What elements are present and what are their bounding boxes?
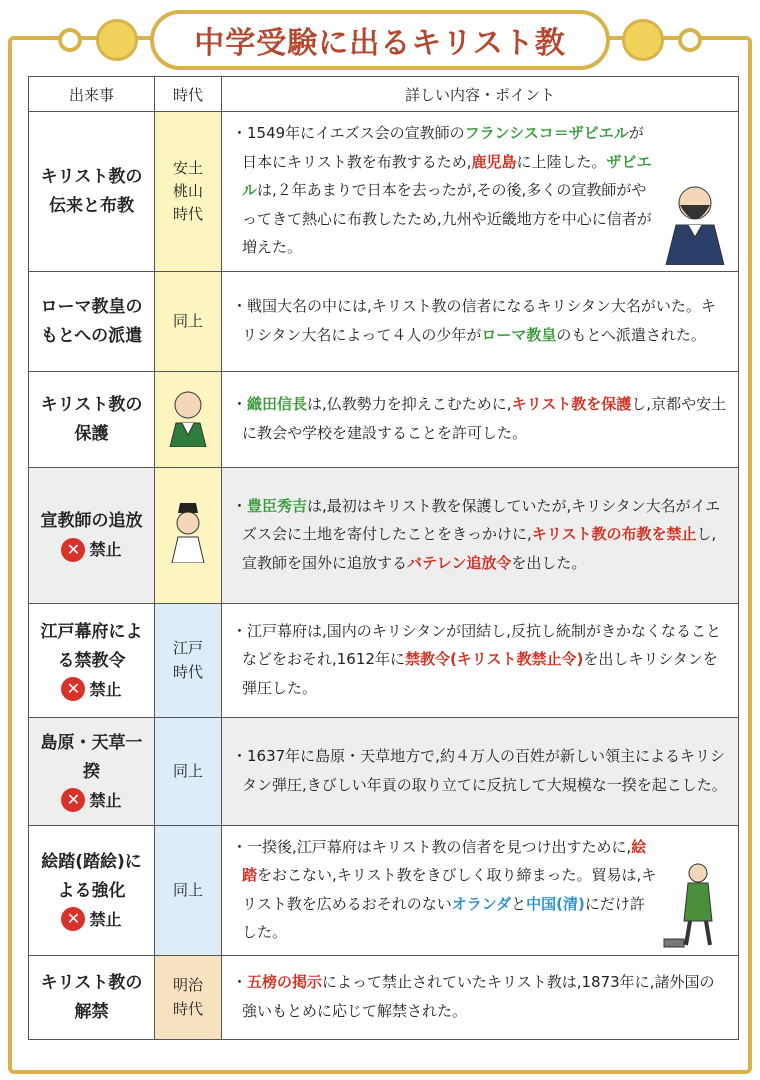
event-cell — [29, 826, 155, 956]
x-mark-icon: ✕ — [61, 538, 85, 562]
era-cell-portrait — [155, 372, 222, 468]
detail-text — [230, 390, 728, 447]
era-cell — [155, 272, 222, 372]
highlight-term: 教の布教を禁止 — [591, 525, 697, 544]
highlight-term: キリスト教を保護 — [511, 395, 632, 413]
ban-badge — [61, 676, 121, 703]
era-cell — [155, 604, 222, 718]
ban-badge — [61, 906, 121, 933]
highlight-term: 五榜の掲示 — [247, 973, 323, 991]
detail-cell — [222, 272, 739, 372]
highlight-term: 禁教令(キリスト教禁止令) — [404, 650, 584, 669]
detail-segment: し,宣教師を国外に追放する — [242, 525, 717, 572]
detail-segment: にだけ許した。 — [242, 894, 645, 941]
era-label: 同上 — [172, 880, 203, 899]
detail-segment: は,仏教勢力を抑えこむために, — [307, 395, 512, 413]
decor-circle-left-small — [58, 28, 82, 52]
x-mark-icon: ✕ — [61, 788, 85, 812]
detail-cell — [222, 468, 739, 604]
fumie-figure-icon — [660, 859, 730, 949]
event-label: ローマ教皇のもとへの派遣 — [40, 296, 143, 346]
header-row — [29, 77, 739, 112]
detail-segment: ・ — [232, 496, 248, 515]
detail-text — [230, 968, 728, 1025]
highlight-term: オランダ — [451, 894, 512, 913]
detail-segment: が — [628, 124, 644, 143]
ban-badge — [61, 787, 121, 814]
detail-segment: に上陸した。 — [516, 152, 607, 171]
detail-segment: ・一揆後,江戸幕府はキリスト教の信者を見つけ出すために, — [232, 837, 632, 856]
table-row — [29, 468, 739, 604]
highlight-term: 織田信長 — [247, 395, 308, 413]
highlight-term: 中国(清) — [526, 894, 585, 913]
event-label: 宣教師の追放 — [40, 511, 143, 532]
detail-text — [230, 833, 658, 947]
detail-segment: ・ — [232, 395, 248, 413]
detail-segment: をおこない,キリスト教をきびしく取り締まった。 — [257, 866, 592, 884]
era-label: 同上 — [172, 761, 203, 780]
detail-segment: を — [511, 553, 527, 572]
title-banner — [150, 10, 610, 70]
event-label: キリスト教の解禁 — [40, 972, 143, 1022]
detail-segment: 出した。 — [526, 553, 587, 572]
xavier-portrait-icon — [660, 175, 730, 265]
detail-segment: のもと — [556, 325, 601, 344]
detail-text — [230, 617, 728, 703]
table-row — [29, 956, 739, 1040]
table-row — [29, 826, 739, 956]
era-cell — [155, 112, 222, 272]
detail-segment: ・1637年に島原・天草地方で,約４万人の百姓が新しい領主によるキリシタン弾圧,きびしい年貢の取り立てに反抗して大規模な一揆を起こした。 — [232, 747, 727, 794]
event-cell — [29, 604, 155, 718]
detail-segment: 京都や安土に教会や学校を建設することを許可した。 — [242, 395, 727, 442]
detail-segment: 諸外国の強いもとめに応じて解禁された。 — [242, 973, 715, 1020]
event-cell — [29, 372, 155, 468]
detail-text — [230, 492, 728, 578]
detail-cell — [222, 604, 739, 718]
header-era: 時代 — [155, 77, 222, 112]
era-cell — [155, 956, 222, 1040]
detail-segment: 出しキリシタンを弾圧した。 — [242, 650, 718, 697]
detail-cell — [222, 372, 739, 468]
table-row — [29, 372, 739, 468]
highlight-term: フランシスコ＝ザビエル — [464, 124, 629, 143]
toyotomi-hideyoshi-portrait-icon — [162, 501, 214, 563]
detail-segment: を — [583, 650, 599, 669]
era-cell-portrait — [155, 468, 222, 604]
event-cell — [29, 718, 155, 826]
highlight-term: バテレン追放令 — [407, 553, 512, 572]
highlight-term: ローマ教皇 — [481, 325, 557, 344]
oda-nobunaga-portrait-icon — [162, 385, 214, 447]
detail-text — [230, 742, 728, 799]
event-cell — [29, 468, 155, 604]
era-cell — [155, 826, 222, 956]
event-cell — [29, 112, 155, 272]
detail-cell — [222, 826, 739, 956]
highlight-term: 絵踏 — [242, 837, 647, 884]
detail-segment: によって禁止されていたキリスト教は,1873年に, — [322, 973, 655, 991]
table-row — [29, 604, 739, 718]
ban-label: 禁止 — [89, 679, 122, 699]
header-event: 出来事 — [29, 77, 155, 112]
table-row — [29, 718, 739, 826]
highlight-term: 豊臣秀吉 — [247, 496, 308, 515]
detail-cell — [222, 112, 739, 272]
event-label: キリスト教の保護 — [40, 394, 143, 444]
ban-label: 禁止 — [89, 909, 122, 929]
detail-segment: いた。キリシタン大名によって４人の少年が — [242, 297, 716, 344]
page-title: 中学受験に出るキリスト教 — [194, 26, 566, 61]
era-cell — [155, 718, 222, 826]
header-detail: 詳しい内容・ポイント — [222, 77, 739, 112]
x-mark-icon: ✕ — [61, 907, 85, 931]
detail-segment: 近畿地方を中心に信者が増えた。 — [242, 209, 652, 257]
detail-cell — [222, 956, 739, 1040]
event-label: 絵踏(踏絵)による強化 — [41, 852, 142, 901]
detail-segment: ・1549年にイエズス会の宣教師の — [232, 124, 465, 143]
highlight-term: ザビエル — [242, 152, 652, 200]
detail-segment: 貿易は,キリスト教を広めるおそれのない — [242, 866, 657, 913]
detail-segment: ・江戸幕府は,国内のキリシタンが団結し,反抗し統制がきかなく — [232, 621, 661, 640]
era-label: 明治時代 — [172, 976, 203, 1018]
detail-segment: は,２年あまりで日本を去ったが,その後,多く — [257, 181, 557, 200]
highlight-term: キリスト — [531, 525, 592, 544]
detail-segment: ・ — [232, 973, 248, 991]
ban-label: 禁止 — [89, 540, 122, 560]
detail-cell — [222, 718, 739, 826]
event-label: 島原・天草一揆 — [40, 733, 143, 782]
detail-segment: と — [511, 894, 527, 913]
history-table — [28, 76, 739, 1040]
detail-segment: 日本にキリスト教を布教するため, — [242, 152, 472, 171]
detail-text — [230, 119, 658, 262]
decor-circle-left-big — [96, 19, 138, 61]
detail-segment: し, — [631, 395, 652, 413]
detail-segment: ・戦国大名の中には,キリスト教の信者になるキリシタン大名が — [232, 297, 656, 315]
ban-label: 禁止 — [89, 790, 122, 810]
event-cell — [29, 956, 155, 1040]
detail-segment: なることなどをおそれ,1612年に — [242, 621, 721, 669]
detail-segment: 大名がイエズス会に土地を寄付したことをきっかけに, — [242, 496, 721, 544]
detail-segment: の宣教師がやってきて熱心に布教したため,九州や — [242, 181, 647, 228]
era-label: 同上 — [172, 311, 203, 330]
event-cell — [29, 272, 155, 372]
table-row — [29, 112, 739, 272]
era-label: 安土桃山時代 — [172, 158, 203, 224]
decor-circle-right-big — [622, 19, 664, 61]
event-label: キリスト教の伝来と布教 — [40, 166, 143, 216]
detail-segment: は,最初はキリスト教を保護していたが,キリシタン — [307, 496, 646, 515]
era-label: 江戸時代 — [172, 639, 203, 681]
highlight-term: 鹿児島 — [471, 152, 517, 171]
ban-badge — [61, 536, 121, 563]
table-row — [29, 272, 739, 372]
detail-segment: へ派遣された。 — [600, 325, 706, 344]
event-label: 江戸幕府による禁教令 — [40, 622, 143, 671]
x-mark-icon: ✕ — [61, 677, 85, 701]
detail-text — [230, 292, 728, 349]
decor-circle-right-small — [678, 28, 702, 52]
